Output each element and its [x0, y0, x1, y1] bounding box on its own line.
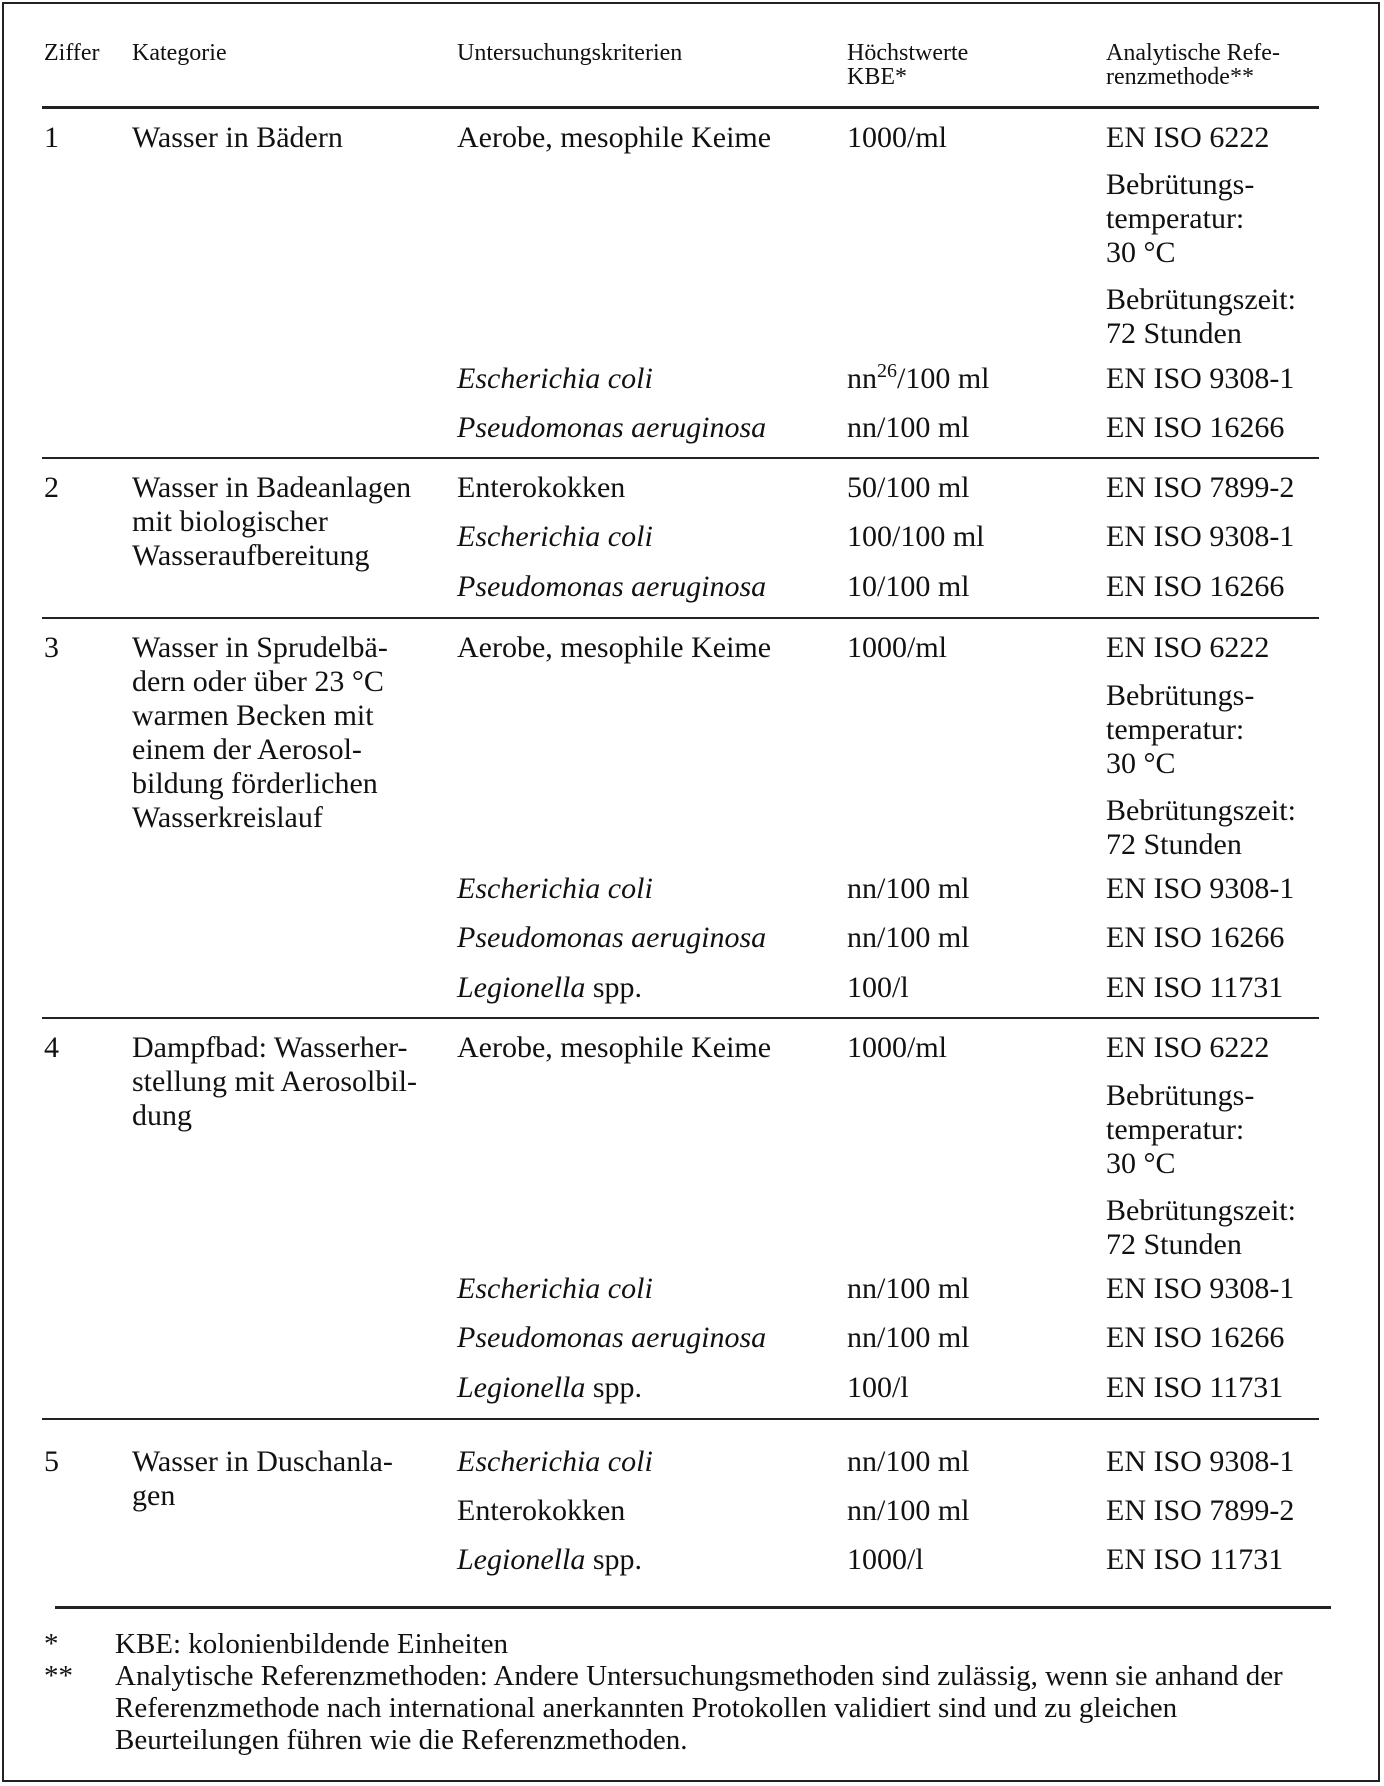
footnote-rule — [55, 1606, 1331, 1609]
row3-methode2: EN ISO 9308-1 — [1106, 872, 1295, 905]
row3-kategorie-line5: bildung förderlichen — [132, 767, 378, 800]
row3-krit2-italic: Escherichia coli — [457, 872, 653, 905]
row4-ziffer: 4 — [44, 1031, 59, 1064]
row2-krit3 — [457, 570, 766, 604]
row4-krit2 — [457, 1272, 653, 1306]
header-kategorie: Kategorie — [132, 40, 227, 66]
row1-kategorie: Wasser in Bädern — [132, 121, 343, 154]
row5-wert2: nn/100 ml — [847, 1494, 970, 1527]
row1-temp-line2: temperatur: — [1106, 202, 1245, 235]
row3-wert4: 100/l — [847, 971, 909, 1004]
header-kriterien: Untersuchungskriterien — [457, 40, 683, 66]
row2-wert2: 100/100 ml — [847, 520, 985, 553]
row4-krit3-italic: Pseudomonas aeruginosa — [457, 1321, 767, 1354]
row2-krit1: Enterokokken — [457, 471, 626, 504]
row4-wert3: nn/100 ml — [847, 1321, 970, 1354]
row1-wert2-pre: nn — [847, 362, 877, 395]
row3-wert1: 1000/ml — [847, 631, 948, 664]
row3-kategorie-line6: Wasserkreislauf — [132, 801, 323, 834]
row3-rule — [42, 1017, 1319, 1019]
footnote1-text: KBE: kolonienbildende Einheiten — [115, 1628, 509, 1660]
row4-rule — [42, 1418, 1319, 1420]
header-methode-line1: Analytische Refe- — [1106, 40, 1280, 66]
row3-wert3: nn/100 ml — [847, 921, 970, 954]
row4-kategorie-line1: Dampfbad: Wasserher- — [132, 1031, 408, 1064]
row2-kategorie-line1: Wasser in Badeanlagen — [132, 471, 412, 504]
row4-temp-line1: Bebrütungs- — [1106, 1079, 1255, 1112]
header-methode-line2: renzmethode** — [1106, 64, 1254, 90]
row2-methode2: EN ISO 9308-1 — [1106, 520, 1295, 553]
row1-wert2 — [847, 362, 990, 396]
row5-krit1-italic: Escherichia coli — [457, 1445, 653, 1478]
row4-methode3: EN ISO 16266 — [1106, 1321, 1285, 1354]
row3-krit1: Aerobe, mesophile Keime — [457, 631, 772, 664]
row3-kategorie-line3: warmen Becken mit — [132, 699, 374, 732]
row2-ziffer: 2 — [44, 471, 59, 504]
row2-methode3: EN ISO 16266 — [1106, 570, 1285, 603]
row2-krit2-italic: Escherichia coli — [457, 520, 653, 553]
row1-zeit-line2: 72 Stunden — [1106, 317, 1242, 350]
row3-krit4 — [457, 971, 642, 1005]
row3-temp-line2: temperatur: — [1106, 713, 1245, 746]
row2-wert1: 50/100 ml — [847, 471, 970, 504]
row2-krit2 — [457, 520, 653, 554]
header-hoechstwerte-line1: Höchstwerte — [847, 40, 969, 66]
row2-wert3: 10/100 ml — [847, 570, 970, 603]
row3-wert2: nn/100 ml — [847, 872, 970, 905]
row5-kategorie-line2: gen — [132, 1479, 176, 1512]
row3-zeit-line1: Bebrütungszeit: — [1106, 794, 1296, 827]
row5-methode3: EN ISO 11731 — [1106, 1543, 1284, 1576]
row3-krit2 — [457, 872, 653, 906]
row4-methode4: EN ISO 11731 — [1106, 1371, 1284, 1404]
row3-methode1: EN ISO 6222 — [1106, 631, 1270, 664]
row2-kategorie-line2: mit biologischer — [132, 505, 328, 538]
row3-ziffer: 3 — [44, 631, 59, 664]
row2-krit3-italic: Pseudomonas aeruginosa — [457, 570, 767, 603]
row4-krit4-plain: spp. — [585, 1371, 643, 1404]
row4-krit3 — [457, 1321, 766, 1355]
row4-temp-line3: 30 °C — [1106, 1147, 1176, 1180]
row3-kategorie-line1: Wasser in Sprudelbä- — [132, 631, 388, 664]
row5-krit1 — [457, 1445, 653, 1479]
row4-wert2: nn/100 ml — [847, 1272, 970, 1305]
row5-ziffer: 5 — [44, 1445, 59, 1478]
row4-krit2-italic: Escherichia coli — [457, 1272, 653, 1305]
row2-methode1: EN ISO 7899-2 — [1106, 471, 1295, 504]
row1-krit3 — [457, 411, 766, 445]
row4-krit4-italic: Legionella — [457, 1371, 586, 1404]
row5-wert1: nn/100 ml — [847, 1445, 970, 1478]
row1-zeit-line1: Bebrütungszeit: — [1106, 283, 1296, 316]
row3-temp-line1: Bebrütungs- — [1106, 679, 1255, 712]
row1-wert2-post: /100 ml — [897, 362, 990, 395]
header-ziffer: Ziffer — [44, 40, 100, 66]
row3-temp-line3: 30 °C — [1106, 747, 1176, 780]
row4-methode2: EN ISO 9308-1 — [1106, 1272, 1295, 1305]
row1-methode1: EN ISO 6222 — [1106, 121, 1270, 154]
row1-wert3: nn/100 ml — [847, 411, 970, 444]
header-hoechstwerte-line2: KBE* — [847, 64, 907, 90]
row5-krit3-plain: spp. — [585, 1543, 643, 1576]
row3-krit4-italic: Legionella — [457, 971, 586, 1004]
row5-krit2: Enterokokken — [457, 1494, 626, 1527]
footnote2-mark: ** — [44, 1660, 73, 1692]
row3-krit3 — [457, 921, 766, 955]
row4-kategorie-line2: stellung mit Aerosolbil- — [132, 1065, 417, 1098]
row1-krit2-italic: Escherichia coli — [457, 362, 653, 395]
row3-kategorie-line4: einem der Aerosol- — [132, 733, 362, 766]
row3-methode4: EN ISO 11731 — [1106, 971, 1284, 1004]
row5-methode1: EN ISO 9308-1 — [1106, 1445, 1295, 1478]
row4-krit4 — [457, 1371, 642, 1405]
row4-wert4: 100/l — [847, 1371, 909, 1404]
row3-kategorie-line2: dern oder über 23 °C — [132, 665, 384, 698]
row4-wert1: 1000/ml — [847, 1031, 948, 1064]
row5-wert3: 1000/l — [847, 1543, 924, 1576]
row1-krit2 — [457, 362, 653, 396]
row1-temp-line1: Bebrütungs- — [1106, 168, 1255, 201]
row1-krit3-italic: Pseudomonas aeruginosa — [457, 411, 767, 444]
row1-methode3: EN ISO 16266 — [1106, 411, 1285, 444]
footnote2-text: Analytische Referenzmethoden: Andere Untersuchungsmethoden sind zulässig, wenn sie anhand der Referenzmethode nach international anerkannten Protokollen validiert sind und zu gleichen Beurteilungen führen wie die Referenzmethoden. — [115, 1660, 1283, 1756]
row3-methode3: EN ISO 16266 — [1106, 921, 1285, 954]
row4-methode1: EN ISO 6222 — [1106, 1031, 1270, 1064]
row5-krit3-italic: Legionella — [457, 1543, 586, 1576]
row1-methode2: EN ISO 9308-1 — [1106, 362, 1295, 395]
row3-krit4-plain: spp. — [585, 971, 643, 1004]
row5-krit3 — [457, 1543, 642, 1577]
row2-rule — [42, 617, 1319, 619]
row3-zeit-line2: 72 Stunden — [1106, 828, 1242, 861]
row4-temp-line2: temperatur: — [1106, 1113, 1245, 1146]
row1-wert2-footnote-ref: 26 — [877, 360, 897, 382]
row1-ziffer: 1 — [44, 121, 59, 154]
row2-kategorie-line3: Wasseraufbereitung — [132, 539, 370, 572]
row1-rule — [42, 457, 1319, 459]
row1-temp-line3: 30 °C — [1106, 236, 1176, 269]
header-rule — [42, 106, 1319, 109]
row4-krit1: Aerobe, mesophile Keime — [457, 1031, 772, 1064]
row4-kategorie-line3: dung — [132, 1099, 192, 1132]
row4-zeit-line1: Bebrütungszeit: — [1106, 1194, 1296, 1227]
footnote1-mark: * — [44, 1628, 59, 1660]
row1-wert1: 1000/ml — [847, 121, 948, 154]
row4-zeit-line2: 72 Stunden — [1106, 1228, 1242, 1261]
row3-krit3-italic: Pseudomonas aeruginosa — [457, 921, 767, 954]
row5-methode2: EN ISO 7899-2 — [1106, 1494, 1295, 1527]
row5-kategorie-line1: Wasser in Duschanla- — [132, 1445, 393, 1478]
row1-krit1: Aerobe, mesophile Keime — [457, 121, 772, 154]
